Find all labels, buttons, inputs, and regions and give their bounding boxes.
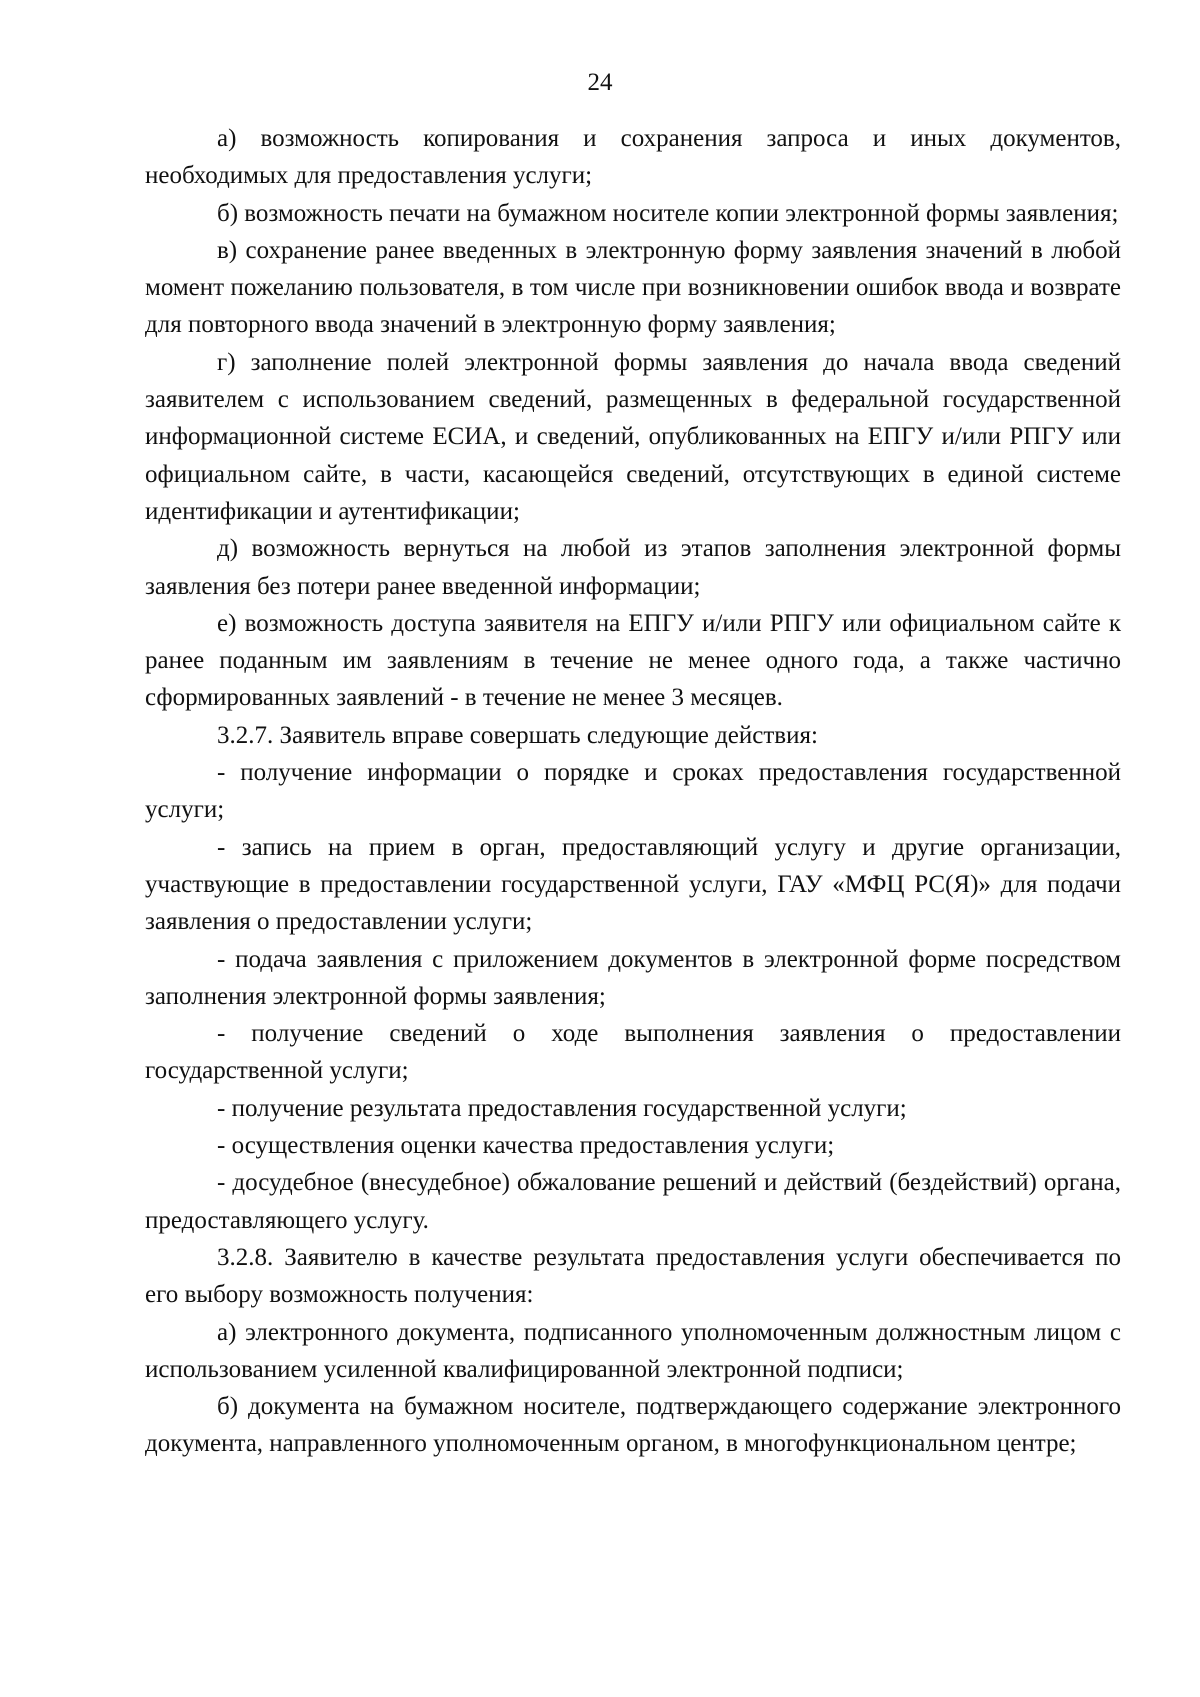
paragraph-a-electronic-doc: а) электронного документа, подписанного уполномоченным должностным лицом с использованием усиленной квалифицированной электронной подписи;: [145, 1318, 1121, 1383]
paragraph-e-access: е) возможность доступа заявителя на ЕПГУ и/или РПГУ или официальном сайте к ранее поданным им заявлениям в течение не менее одного года, а также частично сформированных заявлений - в течение не менее 3 месяцев.: [145, 609, 1121, 712]
paragraph-b-print: б) возможность печати на бумажном носителе копии электронной формы заявления;: [217, 199, 1119, 227]
list-item-appeal: - досудебное (внесудебное) обжалование решений и действий (бездействий) органа, предоставляющего услугу.: [145, 1169, 1121, 1234]
list-item-appointment: - запись на прием в орган, предоставляющий услугу и другие организации, участвующие в предоставлении государственной услуги, ГАУ «МФЦ РС(Я)» для подачи заявления о предоставлении услуги;: [145, 833, 1121, 936]
paragraph-a-copy-save: а) возможность копирования и сохранения запроса и иных документов, необходимых для предоставления услуги;: [145, 125, 1121, 190]
list-item-submission: - подача заявления с приложением документов в электронной форме посредством заполнения электронной формы заявления;: [145, 945, 1121, 1010]
list-item-result: - получение результата предоставления государственной услуги;: [217, 1094, 907, 1122]
list-item-info: - получение информации о порядке и сроках предоставления государственной услуги;: [145, 759, 1121, 824]
paragraph-v-save-values: в) сохранение ранее введенных в электронную форму заявления значений в любой момент пожеланию пользователя, в том числе при возникновении ошибок ввода и возврате для повторного ввода значений в электронную форму заявления;: [145, 236, 1121, 339]
list-item-status: - получение сведений о ходе выполнения заявления о предоставлении государственной услуги;: [145, 1020, 1121, 1085]
paragraph-b-paper-doc: б) документа на бумажном носителе, подтверждающего содержание электронного документа, направленного уполномоченным органом, в многофункциональном центре;: [145, 1393, 1121, 1458]
paragraph-g-fill-fields: г) заполнение полей электронной формы заявления до начала ввода сведений заявителем с использованием сведений, размещенных в федеральной государственной информационной системе ЕСИА, и сведений, опубликованных на ЕПГУ и/или РПГУ или официальном сайте, в части, касающейся сведений, отсутствующих в единой системе идентификации и аутентификации;: [145, 348, 1121, 525]
paragraph-d-return-step: д) возможность вернуться на любой из этапов заполнения электронной формы заявления без потери ранее введенной информации;: [145, 535, 1121, 600]
page-number: 24: [587, 69, 613, 96]
section-3-2-7-heading: 3.2.7. Заявитель вправе совершать следующие действия:: [217, 721, 818, 749]
list-item-quality: - осуществления оценки качества предоставления услуги;: [217, 1132, 835, 1160]
document-body: [145, 120, 1121, 1463]
section-3-2-8-heading: 3.2.8. Заявителю в качестве результата предоставления услуги обеспечивается по его выбору возможность получения:: [145, 1243, 1121, 1309]
